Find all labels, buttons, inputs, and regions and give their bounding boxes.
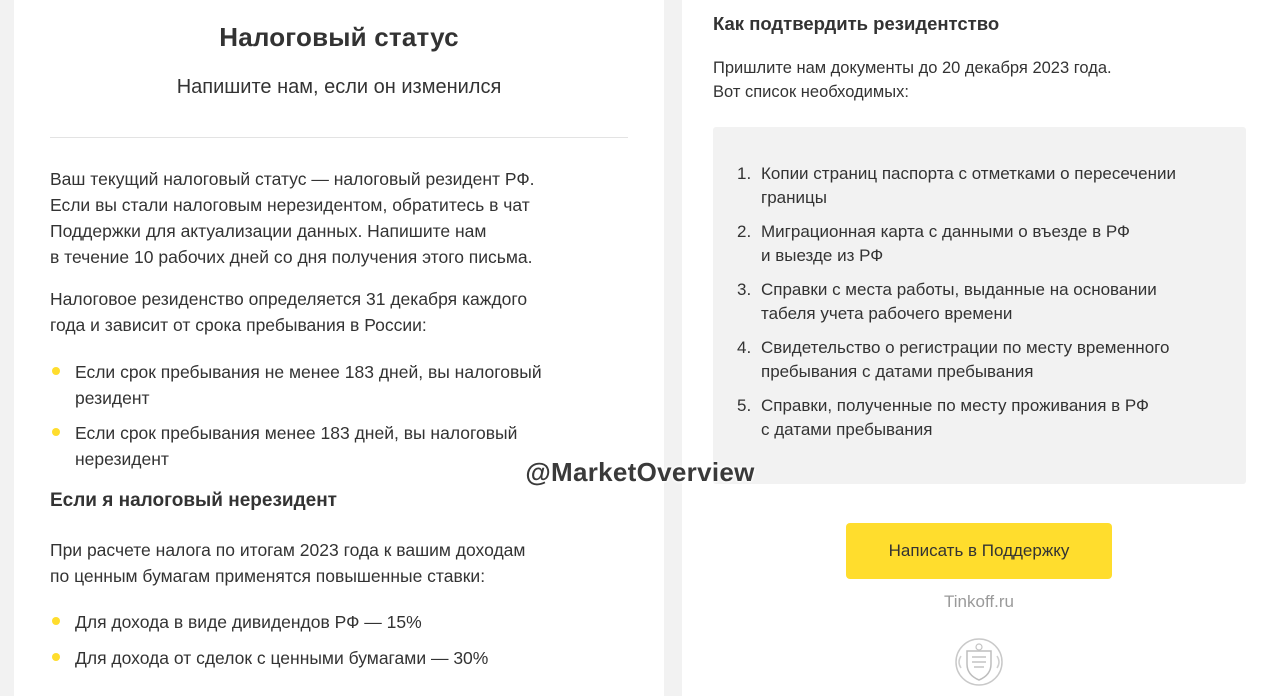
nonresident-heading: Если я налоговый нерезидент	[50, 490, 337, 511]
item-line: Миграционная карта с данными о въезде в РФ	[761, 222, 1130, 241]
document-item	[737, 336, 1237, 384]
item-line: Свидетельство о регистрации по месту временного	[761, 338, 1170, 357]
item-line: пребывания с датами пребывания	[761, 362, 1034, 381]
rates-line: по ценным бумагам применятся повышенные ставки:	[50, 566, 486, 586]
list-item-line: резидент	[75, 388, 150, 408]
residency-line: года и зависит от срока пребывания в России:	[50, 315, 427, 335]
intro-line: Вот список необходимых:	[713, 83, 909, 101]
documents-box	[713, 127, 1246, 484]
page-subtitle: Напишите нам, если он изменился	[176, 76, 502, 98]
status-line: Поддержки для актуализации данных. Напишите нам	[50, 221, 487, 241]
status-line: Если вы стали налоговым нерезидентом, обратитесь в чат	[50, 195, 530, 215]
rates-paragraph	[50, 537, 640, 589]
rates-line: При расчете налога по итогам 2023 года к вашим доходам	[50, 540, 526, 560]
status-line: Ваш текущий налоговый статус — налоговый резидент РФ.	[50, 169, 535, 189]
document-item	[737, 394, 1237, 442]
tax-status-panel	[14, 0, 664, 696]
residency-paragraph	[50, 286, 640, 338]
document-item	[737, 220, 1237, 268]
item-line: Справки, полученные по месту проживания в РФ	[761, 396, 1149, 415]
write-support-button[interactable]: Написать в Поддержку	[846, 523, 1112, 579]
item-line: Копии страниц паспорта с отметками о пересечении	[761, 164, 1176, 183]
list-item	[50, 359, 640, 411]
item-line: Справки с места работы, выданные на основании	[761, 280, 1157, 299]
bullet-dot-icon	[52, 617, 60, 625]
watermark-text: @MarketOverview	[525, 457, 755, 487]
confirm-intro	[713, 56, 1233, 104]
document-item	[737, 162, 1237, 210]
item-number: 2.	[737, 222, 752, 241]
item-number: 3.	[737, 280, 752, 299]
document-item	[737, 278, 1237, 326]
item-line: и выезде из РФ	[761, 246, 884, 265]
list-item-text: Для дохода от сделок с ценными бумагами — 30%	[75, 648, 489, 668]
item-number: 5.	[737, 396, 752, 415]
status-paragraph	[50, 166, 640, 270]
item-line: границы	[761, 188, 827, 207]
status-line: в течение 10 рабочих дней со дня получения этого письма.	[50, 247, 533, 267]
bullet-dot-icon	[52, 428, 60, 436]
item-line: табеля учета рабочего времени	[761, 304, 1013, 323]
item-line: с датами пребывания	[761, 420, 933, 439]
list-item-line: Если срок пребывания не менее 183 дней, вы налоговый	[75, 362, 542, 382]
residency-line: Налоговое резиденство определяется 31 декабря каждого	[50, 289, 528, 309]
item-number: 4.	[737, 338, 752, 357]
confirm-heading: Как подтвердить резидентство	[713, 13, 1000, 34]
residency-confirmation-panel	[682, 0, 1280, 696]
bullet-dot-icon	[52, 653, 60, 661]
list-item-line: Если срок пребывания менее 183 дней, вы налоговый	[75, 423, 518, 443]
bullet-dot-icon	[52, 367, 60, 375]
list-item	[50, 645, 640, 671]
documents-list	[737, 162, 1237, 452]
tinkoff-site-link[interactable]: Tinkoff.ru	[944, 592, 1014, 611]
item-number: 1.	[737, 164, 752, 183]
list-item-line: нерезидент	[75, 449, 169, 469]
list-item	[50, 609, 640, 635]
list-item-text: Для дохода в виде дивидендов РФ — 15%	[75, 612, 422, 632]
divider	[50, 137, 628, 138]
tinkoff-crest-icon	[953, 636, 1005, 688]
tax-rates-list	[50, 609, 640, 681]
page-title: Налоговый статус	[219, 22, 459, 52]
intro-line: Пришлите нам документы до 20 декабря 2023 года.	[713, 59, 1112, 77]
